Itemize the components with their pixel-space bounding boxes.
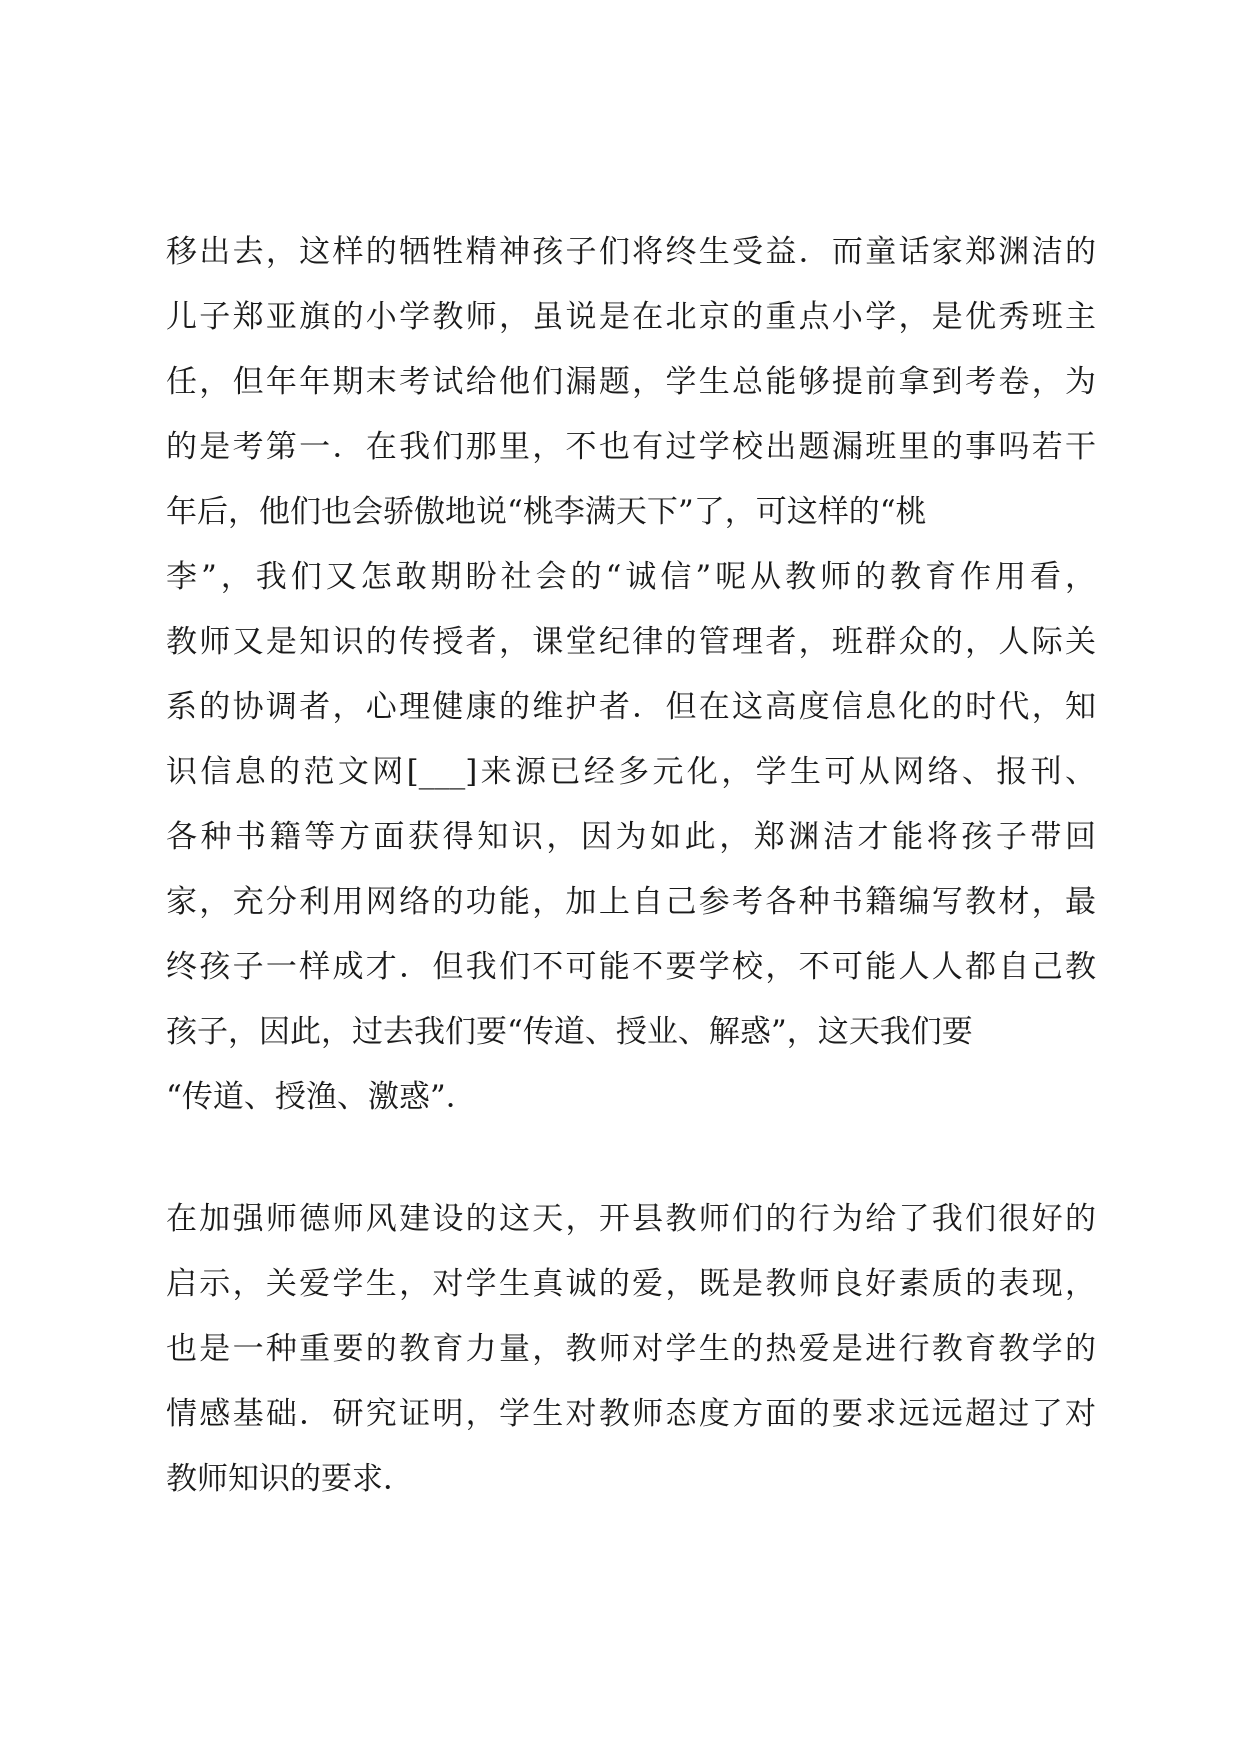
text-line: 识信息的范文网[___]来源已经多元化，学生可从网络、报刊、	[166, 754, 1096, 790]
text-line: 情感基础．研究证明，学生对教师态度方面的要求远远超过了对	[166, 1396, 1096, 1432]
text-line: 教师又是知识的传授者，课堂纪律的管理者，班群众的，人际关	[166, 624, 1096, 660]
text-line: 年后，他们也会骄傲地说“桃李满天下”了，可这样的“桃	[166, 494, 927, 530]
text-line: “传道、授渔、激惑”．	[166, 1079, 477, 1115]
text-line: 的是考第一．在我们那里，不也有过学校出题漏班里的事吗若干	[166, 429, 1096, 465]
text-line: 各种书籍等方面获得知识，因为如此，郑渊洁才能将孩子带回	[166, 819, 1096, 855]
text-line: 儿子郑亚旗的小学教师，虽说是在北京的重点小学，是优秀班主	[166, 299, 1096, 335]
text-line: 启示，关爱学生，对学生真诚的爱，既是教师良好素质的表现，	[166, 1266, 1096, 1302]
text-line: 也是一种重要的教育力量，教师对学生的热爱是进行教育教学的	[166, 1331, 1096, 1367]
text-line: 在加强师德师风建设的这天，开县教师们的行为给了我们很好的	[166, 1201, 1096, 1237]
paragraph-1	[166, 220, 1096, 1130]
text-line: 系的协调者，心理健康的维护者．但在这高度信息化的时代，知	[166, 689, 1096, 725]
text-line: 李”，我们又怎敢期盼社会的“诚信”呢从教师的教育作用看，	[166, 559, 1096, 595]
text-line: 移出去，这样的牺牲精神孩子们将终生受益．而童话家郑渊洁的	[166, 234, 1096, 270]
text-line: 任，但年年期末考试给他们漏题，学生总能够提前拿到考卷，为	[166, 364, 1096, 400]
text-line: 教师知识的要求．	[166, 1461, 414, 1497]
paragraph-2	[166, 1187, 1096, 1512]
text-line: 终孩子一样成才．但我们不可能不要学校，不可能人人都自己教	[166, 949, 1096, 985]
text-line: 家，充分利用网络的功能，加上自己参考各种书籍编写教材，最	[166, 884, 1096, 920]
text-line: 孩子，因此，过去我们要“传道、授业、解惑”，这天我们要	[166, 1014, 973, 1050]
